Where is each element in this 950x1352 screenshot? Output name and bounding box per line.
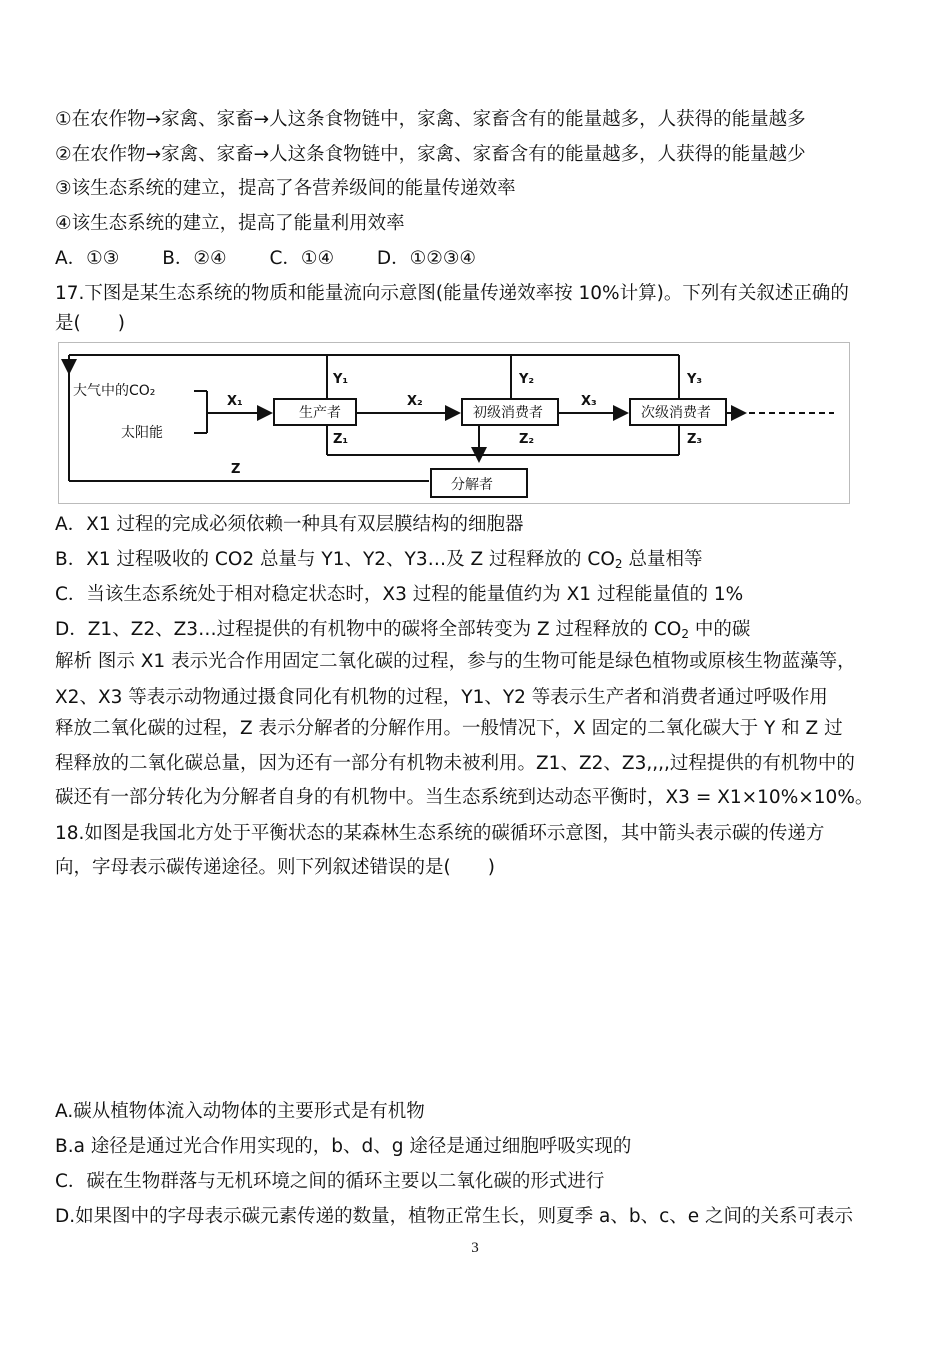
page-number: 3 — [471, 1240, 479, 1256]
q18-option-a: A.碳从植物体流入动物体的主要形式是有机物 — [55, 1101, 425, 1122]
atmosphere-co2-label: 大气中的CO₂ — [73, 383, 156, 399]
energy-flow-diagram — [58, 342, 850, 504]
z-label: Z — [231, 462, 241, 477]
producer-label: 生产者 — [299, 405, 341, 421]
q17-option-b — [55, 548, 702, 572]
q18-option-b: B.a 途径是通过光合作用实现的，b、d、g 途径是通过细胞呼吸实现的 — [55, 1136, 632, 1157]
q18-option-c: C．碳在生物群落与无机环境之间的循环主要以二氧化碳的形式进行 — [55, 1171, 605, 1192]
x1-label: X₁ — [227, 394, 243, 409]
analysis-line-3: 释放二氧化碳的过程，Z 表示分解者的分解作用。一般情况下，X 固定的二氧化碳大于 Y 和 Z 过 — [55, 718, 843, 739]
q17-option-a: A．X1 过程的完成必须依赖一种具有双层膜结构的细胞器 — [55, 514, 524, 535]
q17-stem: 17.下图是某生态系统的物质和能量流向示意图(能量传递效率按 10%计算)。下列有关叙述正确的 — [55, 283, 849, 304]
statement-2: ②在农作物→家禽、家畜→人这条食物链中，家禽、家畜含有的能量越多，人获得的能量越少 — [55, 144, 806, 165]
statement-4: ④该生态系统的建立，提高了能量利用效率 — [55, 213, 405, 234]
q17-option-b-tail: 总量相等 — [622, 549, 703, 570]
x2-label: X₂ — [407, 394, 423, 409]
q17-option-b-text: B．X1 过程吸收的 CO2 总量与 Y1、Y2、Y3…及 Z 过程释放的 CO — [55, 549, 615, 570]
q17-option-d-text: D．Z1、Z2、Z3…过程提供的有机物中的碳将全部转变为 Z 过程释放的 CO — [55, 619, 682, 640]
q17-option-d — [55, 618, 750, 642]
primary-consumer-label: 初级消费者 — [473, 405, 543, 421]
statement-1: ①在农作物→家禽、家畜→人这条食物链中，家禽、家畜含有的能量越多，人获得的能量越多 — [55, 109, 806, 130]
q18-option-d: D.如果图中的字母表示碳元素传递的数量，植物正常生长，则夏季 a、b、c、e 之间的关系可表示 — [55, 1206, 854, 1227]
decomposer-label: 分解者 — [451, 477, 493, 493]
y2-label: Y₂ — [519, 372, 535, 387]
q17-option-d-sub: 2 — [681, 627, 690, 641]
q17-option-d-tail: 中的碳 — [689, 619, 751, 640]
q17-stem-cont: 是( ) — [55, 313, 125, 334]
statement-3: ③该生态系统的建立，提高了各营养级间的能量传递效率 — [55, 178, 516, 199]
z2-label: Z₂ — [519, 432, 535, 447]
q16-options: A．①③ B．②④ C．①④ D．①②③④ — [55, 248, 477, 269]
y1-label: Y₁ — [333, 372, 349, 387]
secondary-consumer-label: 次级消费者 — [641, 405, 711, 421]
analysis-line-4: 程释放的二氧化碳总量，因为还有一部分有机物未被利用。Z1、Z2、Z3,,,,过程提供的有机物中的 — [55, 753, 855, 774]
q17-option-b-sub: 2 — [614, 557, 623, 571]
q18-stem-cont: 向，字母表示碳传递途径。则下列叙述错误的是( ) — [55, 857, 495, 878]
energy-flow-svg — [59, 343, 849, 503]
analysis-line-2: X2、X3 等表示动物通过摄食同化有机物的过程，Y1、Y2 等表示生产者和消费者通过呼吸作用 — [55, 687, 828, 708]
solar-energy-label: 太阳能 — [121, 425, 163, 441]
q18-stem: 18.如图是我国北方处于平衡状态的某森林生态系统的碳循环示意图，其中箭头表示碳的传递方 — [55, 823, 825, 844]
analysis-line-5: 碳还有一部分转化为分解者自身的有机物中。当生态系统到达动态平衡时，X3 = X1×10%×10%。 — [55, 787, 874, 808]
x3-label: X₃ — [581, 394, 597, 409]
analysis-line-1: 解析 图示 X1 表示光合作用固定二氧化碳的过程，参与的生物可能是绿色植物或原核生物蓝藻等， — [55, 651, 856, 672]
z3-label: Z₃ — [687, 432, 703, 447]
q17-option-c: C．当该生态系统处于相对稳定状态时，X3 过程的能量值约为 X1 过程能量值的 1% — [55, 584, 744, 605]
z1-label: Z₁ — [333, 432, 349, 447]
y3-label: Y₃ — [687, 372, 703, 387]
